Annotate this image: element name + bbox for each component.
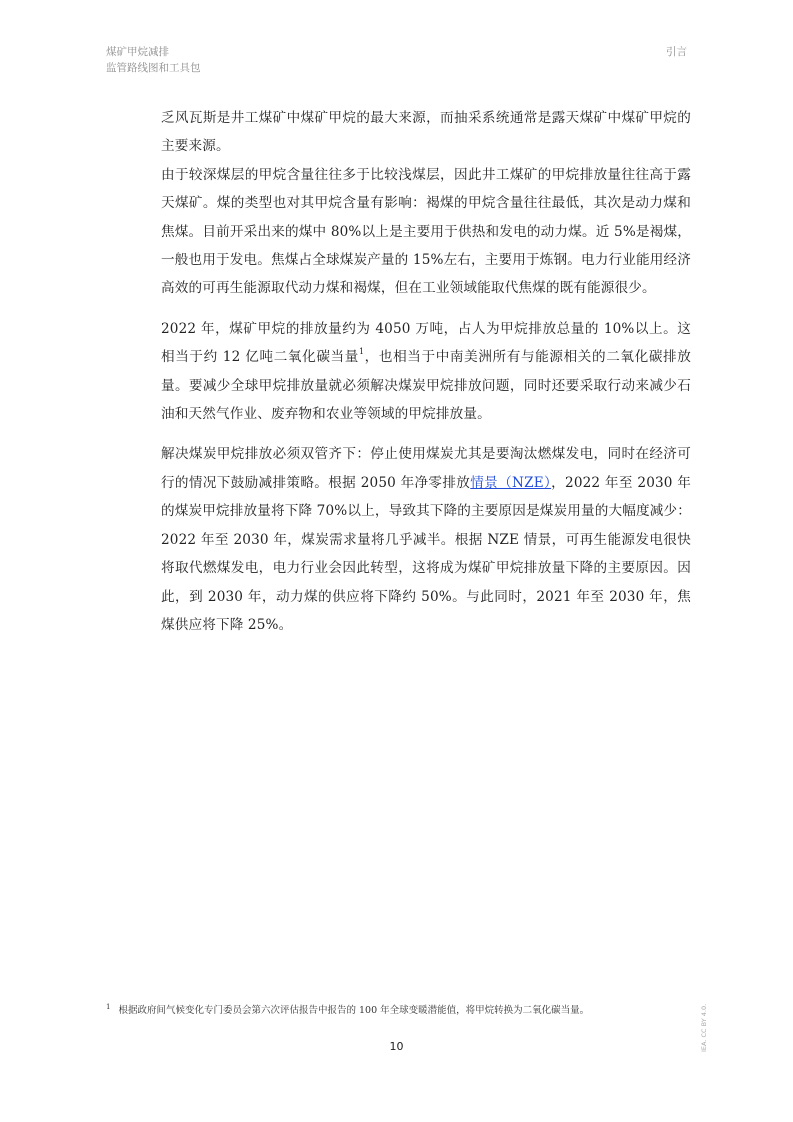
footnote-marker: 1 — [106, 1003, 111, 1011]
license-notice: IEA. CC BY 4.0. — [700, 1003, 708, 1052]
nze-scenario-link[interactable]: 情景（NZE） — [470, 474, 552, 491]
body-text — [161, 104, 691, 639]
section-label: 引言 — [666, 46, 687, 58]
paragraph-1: 乏风瓦斯是井工煤矿中煤矿甲烷的最大来源，而抽采系统通常是露天煤矿中煤矿甲烷的主要来源。 — [161, 110, 691, 155]
paragraph-3-text-b: ，也相当于中南美洲所有与能源相关的二氧化碳排放量。要减少全球甲烷排放量就必须解决煤炭甲烷排放问题，同时还要采取行动来减少石油和天然气作业、废弃物和农业等领域的甲烷排放量。 — [161, 349, 691, 423]
paragraph-3 — [161, 315, 691, 429]
footnote-reference[interactable]: 1 — [358, 347, 365, 357]
running-header — [106, 44, 201, 76]
document-title: 煤矿甲烷减排 — [106, 46, 169, 58]
paragraph-4 — [161, 440, 691, 639]
paragraph-4-text-b: ，2022 年至 2030 年的煤炭甲烷排放量将下降 70%以上，导致其下降的主要原因是煤炭用量的大幅度减少：2022 年至 2030 年，煤炭需求量将几乎减半。根据 NZE 情景，可再生能源发电很快将取代燃煤发电，电力行业会因此转型，这将成为煤矿甲烷排放量下降的主要原因。因此，到 2030 年，动力煤的供应将下降约 50%。与此同时，2021 年至 2030 年，焦煤供应将下降 25%。 — [161, 474, 692, 633]
document-subtitle: 监管路线图和工具包 — [106, 62, 201, 74]
paragraph-4-text-a: 解决煤炭甲烷排放必须双管齐下：停止使用煤炭尤其是要淘汰燃煤发电，同时在经济可行的情况下鼓励减排策略。根据 2050 年净零排放 — [161, 446, 691, 491]
paragraph-2: 由于较深煤层的甲烷含量往往多于比较浅煤层，因此井工煤矿的甲烷排放量往往高于露天煤矿。煤的类型也对其甲烷含量有影响：褐煤的甲烷含量往往最低，其次是动力煤和焦煤。目前开采出来的煤中 80%以上是主要用于供热和发电的动力煤。近 5%是褐煤，一般也用于发电。焦煤占全球煤炭产量的 15%左右，主要用于炼钢。电力行业能用经济高效的可再生能源取代动力煤和褐煤，但在工业领域能取代焦煤的既有能源很少。 — [161, 166, 691, 297]
footnote-text: 根据政府间气候变化专门委员会第六次评估报告中报告的 100 年全球变暖潜能值，将甲烷转换为二氧化碳当量。 — [118, 1005, 590, 1016]
page-number: 10 — [389, 1040, 404, 1053]
footnote — [106, 1004, 686, 1018]
paragraph-3-text-a: 2022 年，煤矿甲烷的排放量约为 4050 万吨，占人为甲烷排放总量的 10%以上。这相当于约 12 亿吨二氧化碳当量 — [161, 320, 691, 366]
